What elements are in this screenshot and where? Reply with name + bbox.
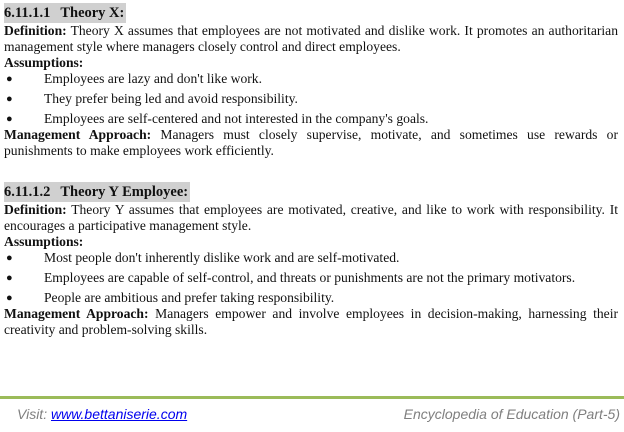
bullet-dot-icon: ●	[6, 252, 13, 264]
definition-text: Theory X assumes that employees are not motivated and dislike work. It promotes an authoritarian management style where managers closely control and direct employees.	[4, 23, 619, 54]
bullet-dot-icon: ●	[6, 292, 13, 304]
definition-label: Definition:	[4, 23, 67, 38]
assumptions-label: Assumptions:	[4, 55, 84, 70]
list-item-text: They prefer being led and avoid responsibility.	[44, 91, 298, 106]
management-approach-text: Managers must closely supervise, motivate, and sometimes use rewards or punishments to make employees work efficiently.	[4, 127, 618, 158]
definition-paragraph	[4, 23, 618, 55]
definition-paragraph	[4, 202, 618, 234]
management-approach-paragraph	[4, 306, 618, 338]
heading-highlight	[4, 182, 190, 202]
website-link[interactable]: www.bettaniserie.com	[50, 406, 188, 422]
bullet-dot-icon: ●	[6, 93, 13, 105]
list-item-text: People are ambitious and prefer taking responsibility.	[44, 290, 335, 305]
visit-label: Visit:	[17, 406, 48, 422]
assumptions-list	[4, 250, 618, 306]
book-title: Encyclopedia of Education (Part-5)	[403, 406, 620, 422]
bullet-dot-icon: ●	[6, 73, 13, 85]
document-body	[4, 3, 618, 338]
definition-label: Definition:	[4, 202, 67, 217]
list-item	[4, 250, 618, 266]
list-item	[4, 290, 618, 306]
list-item	[4, 71, 618, 87]
management-approach-text: Managers empower and involve employees in decision-making, harnessing their creativity and problem-solving skills.	[4, 306, 618, 337]
section-number: 6.11.1.2	[4, 184, 51, 200]
list-item	[4, 270, 618, 286]
list-item	[4, 111, 618, 127]
management-approach-label: Management Approach:	[4, 306, 149, 321]
list-item	[4, 91, 618, 107]
section-spacer	[4, 159, 618, 182]
assumptions-list	[4, 71, 618, 127]
page-footer	[0, 406, 624, 426]
section-heading-theory-y	[4, 182, 618, 202]
section-title: Theory X:	[60, 5, 125, 21]
footer-visit	[17, 406, 187, 422]
definition-text: Theory Y assumes that employees are motivated, creative, and like to work with responsibility. It encourages a participative management style.	[4, 202, 618, 233]
assumptions-label: Assumptions:	[4, 234, 84, 249]
list-item-text: Employees are capable of self-control, and threats or punishments are not the primary motivators.	[44, 270, 576, 285]
bullet-dot-icon: ●	[6, 272, 13, 284]
section-number: 6.11.1.1	[4, 5, 51, 21]
heading-highlight	[4, 3, 126, 23]
section-title: Theory Y Employee:	[60, 184, 189, 200]
list-item-text: Employees are lazy and don't like work.	[44, 71, 262, 86]
bullet-dot-icon: ●	[6, 113, 13, 125]
list-item-text: Most people don't inherently dislike work and are self-motivated.	[44, 250, 400, 265]
list-item-text: Employees are self-centered and not interested in the company's goals.	[44, 111, 429, 126]
management-approach-label: Management Approach:	[4, 127, 152, 142]
management-approach-paragraph	[4, 127, 618, 159]
section-heading-theory-x	[4, 3, 618, 23]
footer-divider	[0, 396, 624, 399]
